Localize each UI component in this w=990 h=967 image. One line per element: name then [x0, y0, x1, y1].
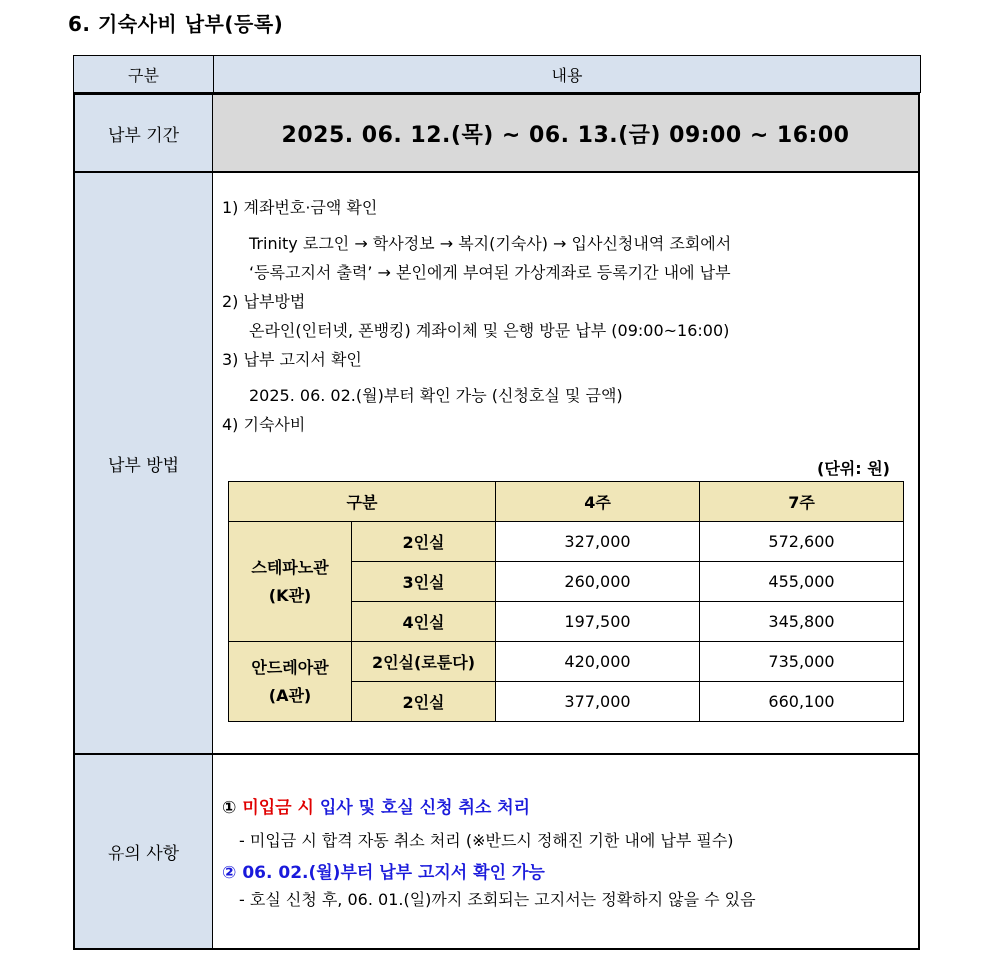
- note-1-detail: - 미입금 시 합격 자동 취소 처리 (※반드시 정해진 기한 내에 납부 필수): [239, 831, 734, 850]
- table-body: [73, 93, 920, 950]
- building-k-code: (K관): [268, 585, 312, 605]
- fee-4weeks: 420,000: [496, 642, 700, 682]
- room-type: 3인실: [352, 562, 496, 602]
- note-1-warning: 미입금 시: [242, 798, 314, 818]
- building-k-name: 스테파노관: [251, 557, 329, 577]
- method-step-2: 2) 납부방법: [222, 292, 306, 311]
- header-content: 내용: [551, 65, 583, 85]
- building-a-code: (A관): [268, 685, 312, 705]
- fee-4weeks: 260,000: [496, 562, 700, 602]
- building-a-name: 안드레아관: [251, 657, 329, 677]
- table-row: [229, 642, 904, 682]
- note-2-text: 06. 02.(월)부터 납부 고지서 확인 가능: [242, 863, 545, 883]
- fee-4weeks: 197,500: [496, 602, 700, 642]
- note-1-consequence: 입사 및 호실 신청 취소 처리: [319, 798, 531, 818]
- method-step-1-line-2: ‘등록고지서 출력’ → 본인에게 부여된 가상계좌로 등록기간 내에 납부: [249, 263, 731, 282]
- method-step-4: 4) 기숙사비: [222, 415, 306, 434]
- table-row: [229, 522, 904, 562]
- note-2-detail: - 호실 신청 후, 06. 01.(일)까지 조회되는 고지서는 정확하지 않을 수 있음: [239, 890, 756, 909]
- dormitory-fee-table: [73, 55, 921, 948]
- room-type: 2인실(로툰다): [352, 642, 496, 682]
- period-label: 납부 기간: [107, 125, 180, 146]
- period-value: 2025. 06. 12.(목) ~ 06. 13.(금) 09:00 ~ 16:00: [213, 95, 918, 171]
- room-type: 2인실: [352, 522, 496, 562]
- fee-4weeks: 377,000: [496, 682, 700, 722]
- method-step-2-line-1: 온라인(인터넷, 폰뱅킹) 계좌이체 및 은행 방문 납부 (09:00~16:00): [249, 321, 730, 340]
- method-step-1-line-1: Trinity 로그인 → 학사정보 → 복지(기숙사) → 입사신청내역 조회에서: [249, 234, 732, 253]
- fee-7weeks: 345,800: [700, 602, 904, 642]
- room-type: 2인실: [352, 682, 496, 722]
- fee-header-7weeks: 7주: [700, 482, 904, 522]
- notes-label: 유의 사항: [107, 844, 180, 864]
- method-label: 납부 방법: [107, 455, 180, 476]
- table-header: [73, 55, 921, 93]
- method-step-1: 1) 계좌번호·금액 확인: [222, 198, 378, 217]
- fee-header-category: 구분: [229, 482, 496, 522]
- fee-7weeks: 455,000: [700, 562, 904, 602]
- room-type: 4인실: [352, 602, 496, 642]
- fee-7weeks: 735,000: [700, 642, 904, 682]
- method-step-3-line-1: 2025. 06. 02.(월)부터 확인 가능 (신청호실 및 금액): [249, 386, 623, 405]
- fee-table: [228, 481, 904, 722]
- building-k: [229, 522, 352, 642]
- fee-7weeks: 572,600: [700, 522, 904, 562]
- method-step-3: 3) 납부 고지서 확인: [222, 350, 362, 369]
- note-1-marker: ①: [222, 798, 237, 818]
- note-2: [222, 858, 545, 883]
- header-category: 구분: [74, 56, 214, 92]
- unit-label: (단위: 원): [817, 459, 890, 478]
- building-a: [229, 642, 352, 722]
- fee-4weeks: 327,000: [496, 522, 700, 562]
- note-2-marker: ②: [222, 863, 237, 883]
- fee-table-header: [229, 482, 904, 522]
- fee-7weeks: 660,100: [700, 682, 904, 722]
- fee-header-4weeks: 4주: [496, 482, 700, 522]
- section-title: 6. 기숙사비 납부(등록): [68, 12, 284, 36]
- note-1: [222, 793, 530, 818]
